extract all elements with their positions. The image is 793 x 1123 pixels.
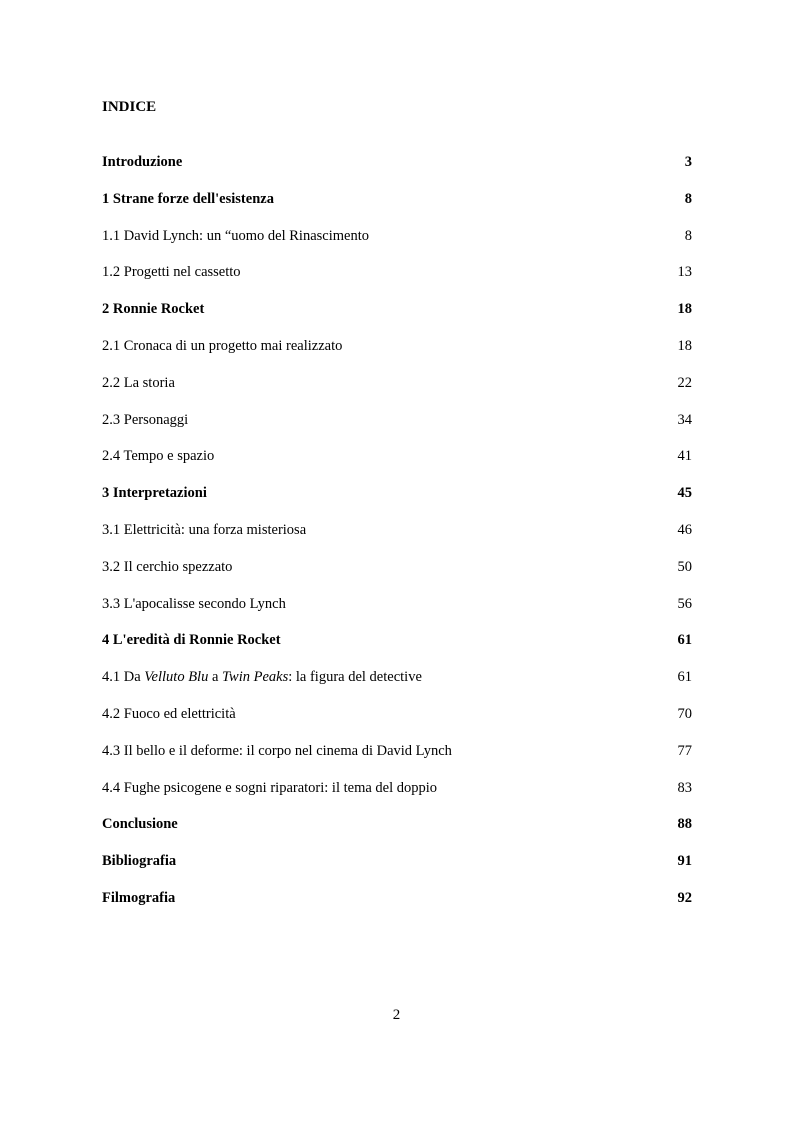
toc-entry-title-part: : la figura del detective bbox=[288, 669, 422, 686]
toc-entry-title bbox=[102, 374, 175, 392]
toc-entry-title bbox=[102, 521, 306, 539]
toc-entry-page: 41 bbox=[677, 448, 692, 465]
toc-entry-page: 92 bbox=[677, 889, 692, 906]
toc-entry-title-italic: Velluto Blu bbox=[144, 669, 209, 686]
toc-entry-page: 61 bbox=[677, 632, 692, 649]
toc-entry-title bbox=[102, 190, 274, 208]
toc-entry-page: 50 bbox=[677, 558, 692, 575]
toc-entry-title-italic: Twin Peaks bbox=[222, 669, 289, 686]
toc-chapter-row[interactable] bbox=[102, 153, 692, 190]
toc-entry-title-part: 4.4 Fughe psicogene e sogni riparatori: il tema del doppio bbox=[102, 779, 438, 796]
toc-entry-page: 56 bbox=[677, 595, 692, 612]
toc-section-row[interactable] bbox=[102, 705, 692, 742]
toc-entry-page: 18 bbox=[677, 337, 692, 354]
toc-entry-title-part: Conclusione bbox=[102, 816, 178, 833]
toc-entry-title bbox=[102, 337, 342, 355]
toc-entry-title-part: 1.2 Progetti nel cassetto bbox=[102, 264, 241, 281]
toc-entry-title-part: a bbox=[208, 669, 223, 686]
toc-entry-title-part: 4.2 Fuoco ed elettricità bbox=[102, 705, 236, 722]
toc-entry-page: 61 bbox=[677, 669, 692, 686]
toc-section-row[interactable] bbox=[102, 558, 692, 595]
toc-entry-page: 77 bbox=[677, 742, 692, 759]
toc-entry-title-part: Filmografia bbox=[102, 889, 176, 906]
toc-entry-page: 18 bbox=[677, 301, 692, 318]
toc-chapter-row[interactable] bbox=[102, 889, 692, 926]
toc-entry-title-part: 1.1 David Lynch: un “uomo del Rinascimento bbox=[102, 227, 369, 244]
toc-entry-page: 83 bbox=[677, 779, 692, 796]
toc-entry-title bbox=[102, 484, 207, 502]
toc-entry-title bbox=[102, 153, 182, 171]
toc-entry-page: 88 bbox=[677, 816, 692, 833]
toc-entry-page: 46 bbox=[677, 521, 692, 538]
toc-entry-title bbox=[102, 447, 214, 465]
toc-entry-title bbox=[102, 742, 452, 760]
toc-entry-title bbox=[102, 779, 437, 797]
toc-entry-title-part: 2.3 Personaggi bbox=[102, 411, 189, 428]
toc-entry-page: 3 bbox=[684, 154, 692, 170]
toc-entry-title bbox=[102, 263, 241, 281]
toc-entry-title bbox=[102, 852, 176, 870]
toc-entry-page: 22 bbox=[677, 374, 692, 391]
toc-chapter-row[interactable] bbox=[102, 631, 692, 668]
toc-entry-title-part: 2.1 Cronaca di un progetto mai realizzato bbox=[102, 337, 343, 354]
toc-entry-title-part: 4.1 Da bbox=[102, 669, 145, 686]
toc-section-row[interactable] bbox=[102, 447, 692, 484]
toc-chapter-row[interactable] bbox=[102, 852, 692, 889]
toc-section-row[interactable] bbox=[102, 595, 692, 632]
toc-section-row[interactable] bbox=[102, 263, 692, 300]
toc-entry-title-part: 3.3 L'apocalisse secondo Lynch bbox=[102, 595, 286, 612]
toc-entry-title bbox=[102, 227, 369, 245]
toc-entry-title-part: 3 Interpretazioni bbox=[102, 485, 207, 502]
page-title: INDICE bbox=[102, 99, 157, 115]
toc-entry-title bbox=[102, 411, 188, 429]
toc-chapter-row[interactable] bbox=[102, 300, 692, 337]
toc-section-row[interactable] bbox=[102, 779, 692, 816]
toc-entry-title bbox=[102, 558, 232, 576]
toc-section-row[interactable] bbox=[102, 374, 692, 411]
toc-entry-page: 34 bbox=[677, 411, 692, 428]
toc-section-row[interactable] bbox=[102, 411, 692, 448]
toc-entry-page: 45 bbox=[677, 485, 692, 502]
toc-entry-title-part: 3.2 Il cerchio spezzato bbox=[102, 558, 233, 575]
toc-entry-title-part: 4.3 Il bello e il deforme: il corpo nel cinema di David Lynch bbox=[102, 742, 452, 759]
toc-chapter-row[interactable] bbox=[102, 484, 692, 521]
toc-entry-title-part: 3.1 Elettricità: una forza misteriosa bbox=[102, 521, 307, 538]
toc-entry-page: 91 bbox=[677, 853, 692, 870]
toc-chapter-row[interactable] bbox=[102, 815, 692, 852]
toc-entry-page: 8 bbox=[684, 227, 692, 244]
toc-section-row[interactable] bbox=[102, 668, 692, 705]
toc-entry-title-part: Introduzione bbox=[102, 154, 183, 170]
toc-entry-title-part: Bibliografia bbox=[102, 853, 177, 870]
toc-entry-title bbox=[102, 300, 204, 318]
toc-entry-title bbox=[102, 668, 422, 686]
toc-entry-title bbox=[102, 631, 281, 649]
toc-entry-title bbox=[102, 815, 178, 833]
table-of-contents bbox=[102, 153, 692, 926]
toc-entry-title-part: 1 Strane forze dell'esistenza bbox=[102, 190, 274, 207]
toc-section-row[interactable] bbox=[102, 227, 692, 264]
toc-entry-title-part: 4 L'eredità di Ronnie Rocket bbox=[102, 632, 281, 649]
toc-entry-page: 70 bbox=[677, 705, 692, 722]
toc-entry-page: 8 bbox=[684, 190, 692, 207]
toc-section-row[interactable] bbox=[102, 742, 692, 779]
toc-chapter-row[interactable] bbox=[102, 190, 692, 227]
toc-entry-title bbox=[102, 595, 286, 613]
toc-section-row[interactable] bbox=[102, 337, 692, 374]
toc-entry-title-part: 2 Ronnie Rocket bbox=[102, 301, 205, 318]
toc-entry-page: 13 bbox=[677, 264, 692, 281]
toc-entry-title bbox=[102, 705, 236, 723]
page-number: 2 bbox=[392, 1007, 401, 1023]
toc-entry-title bbox=[102, 889, 175, 907]
toc-section-row[interactable] bbox=[102, 521, 692, 558]
toc-entry-title-part: 2.4 Tempo e spazio bbox=[102, 448, 215, 465]
toc-entry-title-part: 2.2 La storia bbox=[102, 374, 175, 391]
